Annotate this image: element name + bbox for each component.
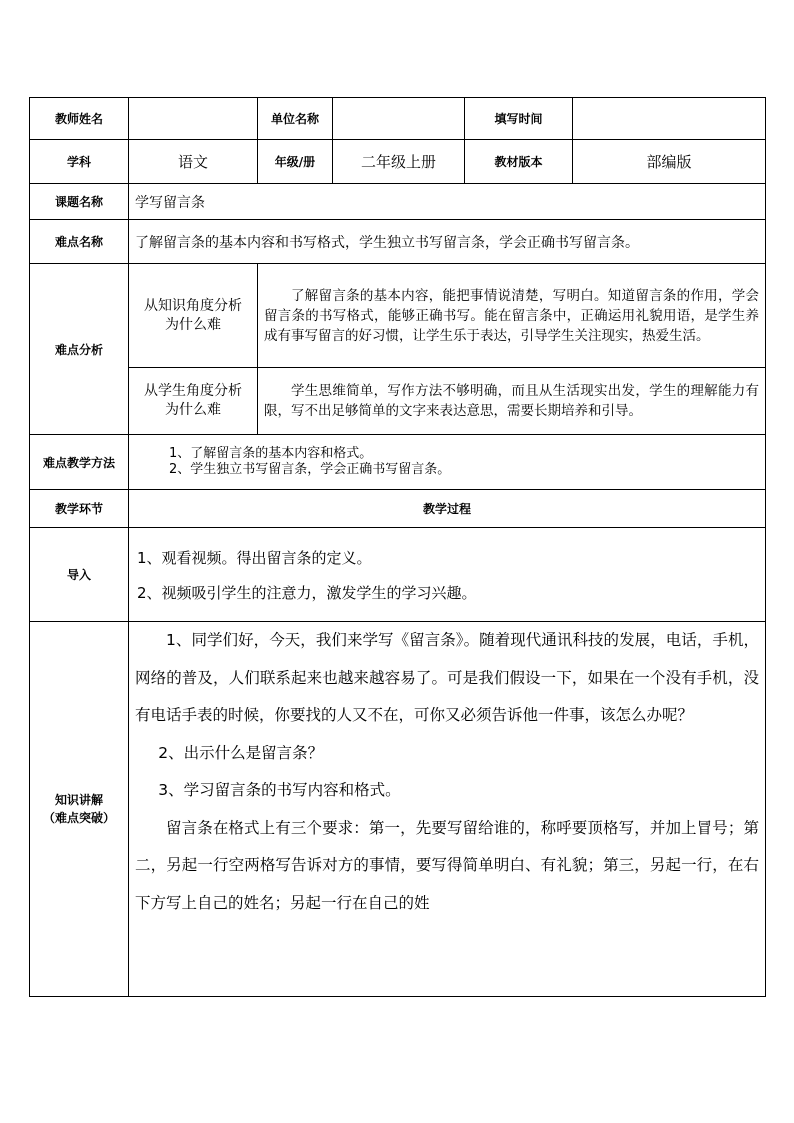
edition-value: 部编版 <box>573 140 766 184</box>
process-label: 教学过程 <box>129 490 766 528</box>
subject-value: 语文 <box>129 140 258 184</box>
fill-date-value[interactable] <box>573 98 766 140</box>
intro-line-2: 2、视频吸引学生的注意力，激发学生的学习兴趣。 <box>137 583 477 602</box>
knowledge-label-line-1: 知识讲解 <box>54 793 103 807</box>
subject-label: 学科 <box>30 140 129 184</box>
difficulty-row <box>30 220 766 264</box>
knowledge-angle-label <box>129 264 258 368</box>
intro-row <box>30 528 766 622</box>
knowledge-angle-text: 了解留言条的基本内容，能把事情说清楚，写明白。知道留言条的作用，学会留言条的书写格式，能够正确书写。能在留言条中，正确运用礼貌用语，是学生养成有事写留言的好习惯，让学生乐于表达，引导学生关注现实，热爱生活。 <box>264 287 759 344</box>
analysis-student-row <box>30 368 766 435</box>
process-header-row <box>30 490 766 528</box>
knowledge-paragraph-1: 1、同学们好，今天，我们来学写《留言条》。随着现代通讯科技的发展，电话，手机，网络的普及，人们联系起来也越来越容易了。可是我们假设一下，如果在一个没有手机，没有电话手表的时候，你要找的人又不在，可你又必须告诉他一件事，该怎么办呢？ <box>135 631 759 724</box>
method-label: 难点教学方法 <box>30 435 129 490</box>
knowledge-cell <box>129 622 766 997</box>
knowledge-label <box>30 622 129 997</box>
topic-row <box>30 184 766 220</box>
topic-value: 学写留言条 <box>129 184 766 220</box>
student-angle-text: 学生思维简单，写作方法不够明确，而且从生活现实出发，学生的理解能力有限，写不出足够简单的文字来表达意思，需要长期培养和引导。 <box>264 383 759 419</box>
knowledge-angle-line-1: 从知识角度分析 <box>144 297 242 314</box>
difficulty-label: 难点名称 <box>30 220 129 264</box>
student-angle-cell <box>258 368 766 435</box>
topic-label: 课题名称 <box>30 184 129 220</box>
unit-name-label: 单位名称 <box>258 98 333 140</box>
intro-line-1: 1、观看视频。得出留言条的定义。 <box>137 548 372 567</box>
knowledge-label-line-2: （难点突破） <box>42 811 115 825</box>
intro-cell <box>129 528 766 622</box>
header-row-1 <box>30 98 766 140</box>
method-cell <box>129 435 766 490</box>
student-angle-label <box>129 368 258 435</box>
knowledge-angle-line-2: 为什么难 <box>165 316 221 333</box>
stage-label: 教学环节 <box>30 490 129 528</box>
knowledge-paragraph-2: 2、出示什么是留言条？ <box>158 743 324 762</box>
difficulty-value: 了解留言条的基本内容和书写格式，学生独立书写留言条，学会正确书写留言条。 <box>129 220 766 264</box>
analysis-label: 难点分析 <box>30 264 129 435</box>
method-line-2: 2、学生独立书写留言条，学会正确书写留言条。 <box>169 462 451 477</box>
teacher-name-value[interactable] <box>129 98 258 140</box>
fill-date-label: 填写时间 <box>465 98 573 140</box>
edition-label: 教材版本 <box>465 140 573 184</box>
grade-value: 二年级上册 <box>333 140 465 184</box>
student-angle-line-2: 为什么难 <box>165 402 221 418</box>
student-angle-line-1: 从学生角度分析 <box>144 383 242 399</box>
grade-label: 年级/册 <box>258 140 333 184</box>
intro-label: 导入 <box>30 528 129 622</box>
lesson-plan-table <box>29 97 766 997</box>
analysis-knowledge-row <box>30 264 766 368</box>
knowledge-paragraph-3: 3、学习留言条的书写内容和格式。 <box>158 781 401 799</box>
teacher-name-label: 教师姓名 <box>30 98 129 140</box>
header-row-2 <box>30 140 766 184</box>
unit-name-value[interactable] <box>333 98 465 140</box>
method-line-1: 1、了解留言条的基本内容和格式。 <box>169 446 373 461</box>
method-row <box>30 435 766 490</box>
knowledge-row <box>30 622 766 997</box>
knowledge-paragraph-4: 留言条在格式上有三个要求：第一，先要写留给谁的，称呼要顶格写，并加上冒号；第二，另起一行空两格写告诉对方的事情，要写得简单明白、有礼貌；第三，另起一行，在右下方写上自己的姓名；另起一行在自己的姓 <box>135 818 759 912</box>
knowledge-angle-cell <box>258 264 766 368</box>
